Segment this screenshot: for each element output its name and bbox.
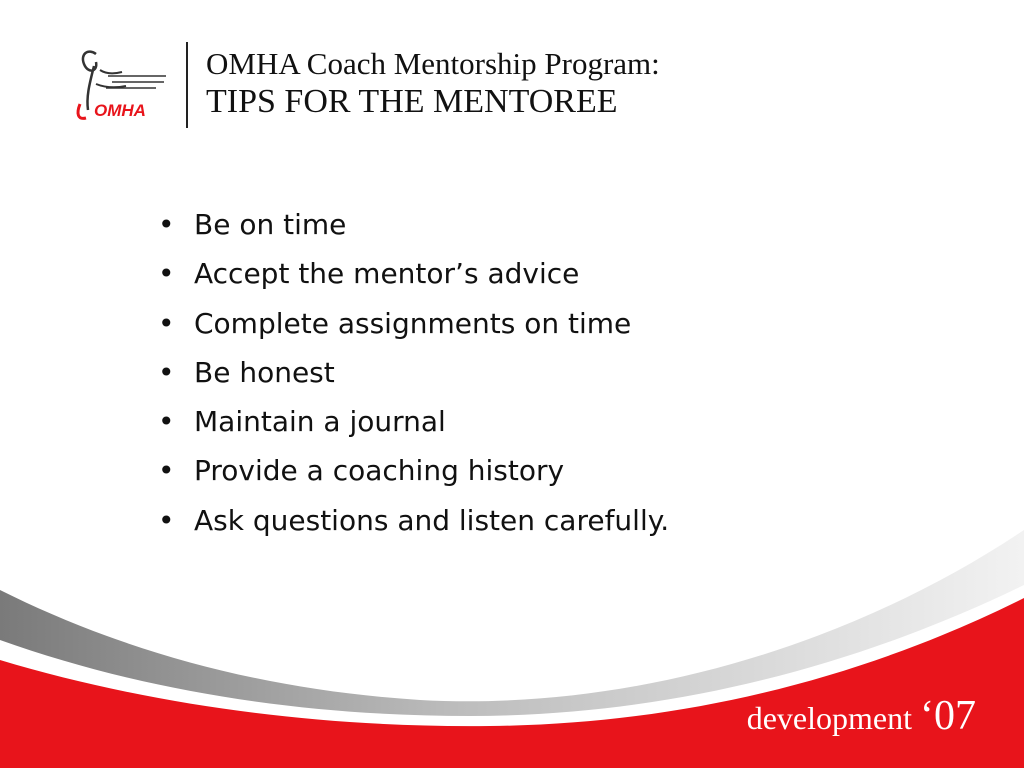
logo-wordmark: OMHA	[94, 101, 146, 120]
list-item-text: Be on time	[194, 208, 347, 241]
bullet-icon: •	[158, 454, 175, 488]
list-item	[158, 446, 669, 495]
list-item-text: Complete assignments on time	[194, 306, 632, 340]
list-item-text: Accept the mentor’s advice	[194, 257, 580, 291]
list-item-text: Ask questions and listen carefully.	[194, 503, 670, 537]
list-item	[158, 249, 669, 298]
list-item	[158, 348, 669, 397]
bullet-icon: •	[158, 405, 175, 439]
bullet-icon: •	[158, 503, 175, 537]
bullet-icon: •	[158, 208, 175, 241]
bullet-icon: •	[158, 355, 175, 389]
list-item-text: Maintain a journal	[194, 405, 446, 439]
bullet-icon: •	[158, 306, 175, 340]
list-item-text: Provide a coaching history	[194, 454, 565, 488]
tips-list	[158, 200, 669, 545]
header-divider	[186, 42, 188, 128]
list-item	[158, 299, 669, 348]
omha-logo	[66, 44, 170, 126]
title-topic: TIPS FOR THE MENTOREE	[206, 83, 618, 120]
bullet-icon: •	[158, 257, 175, 291]
list-item	[158, 200, 669, 249]
title-program: OMHA Coach Mentorship Program:	[206, 46, 660, 81]
slide-title	[206, 46, 660, 122]
list-item	[158, 397, 669, 446]
footer-label: development	[746, 700, 912, 736]
footer-year: ‘07	[920, 693, 976, 739]
footer-tagline	[747, 694, 976, 740]
list-item	[158, 496, 669, 545]
list-item-text: Be honest	[194, 355, 335, 389]
